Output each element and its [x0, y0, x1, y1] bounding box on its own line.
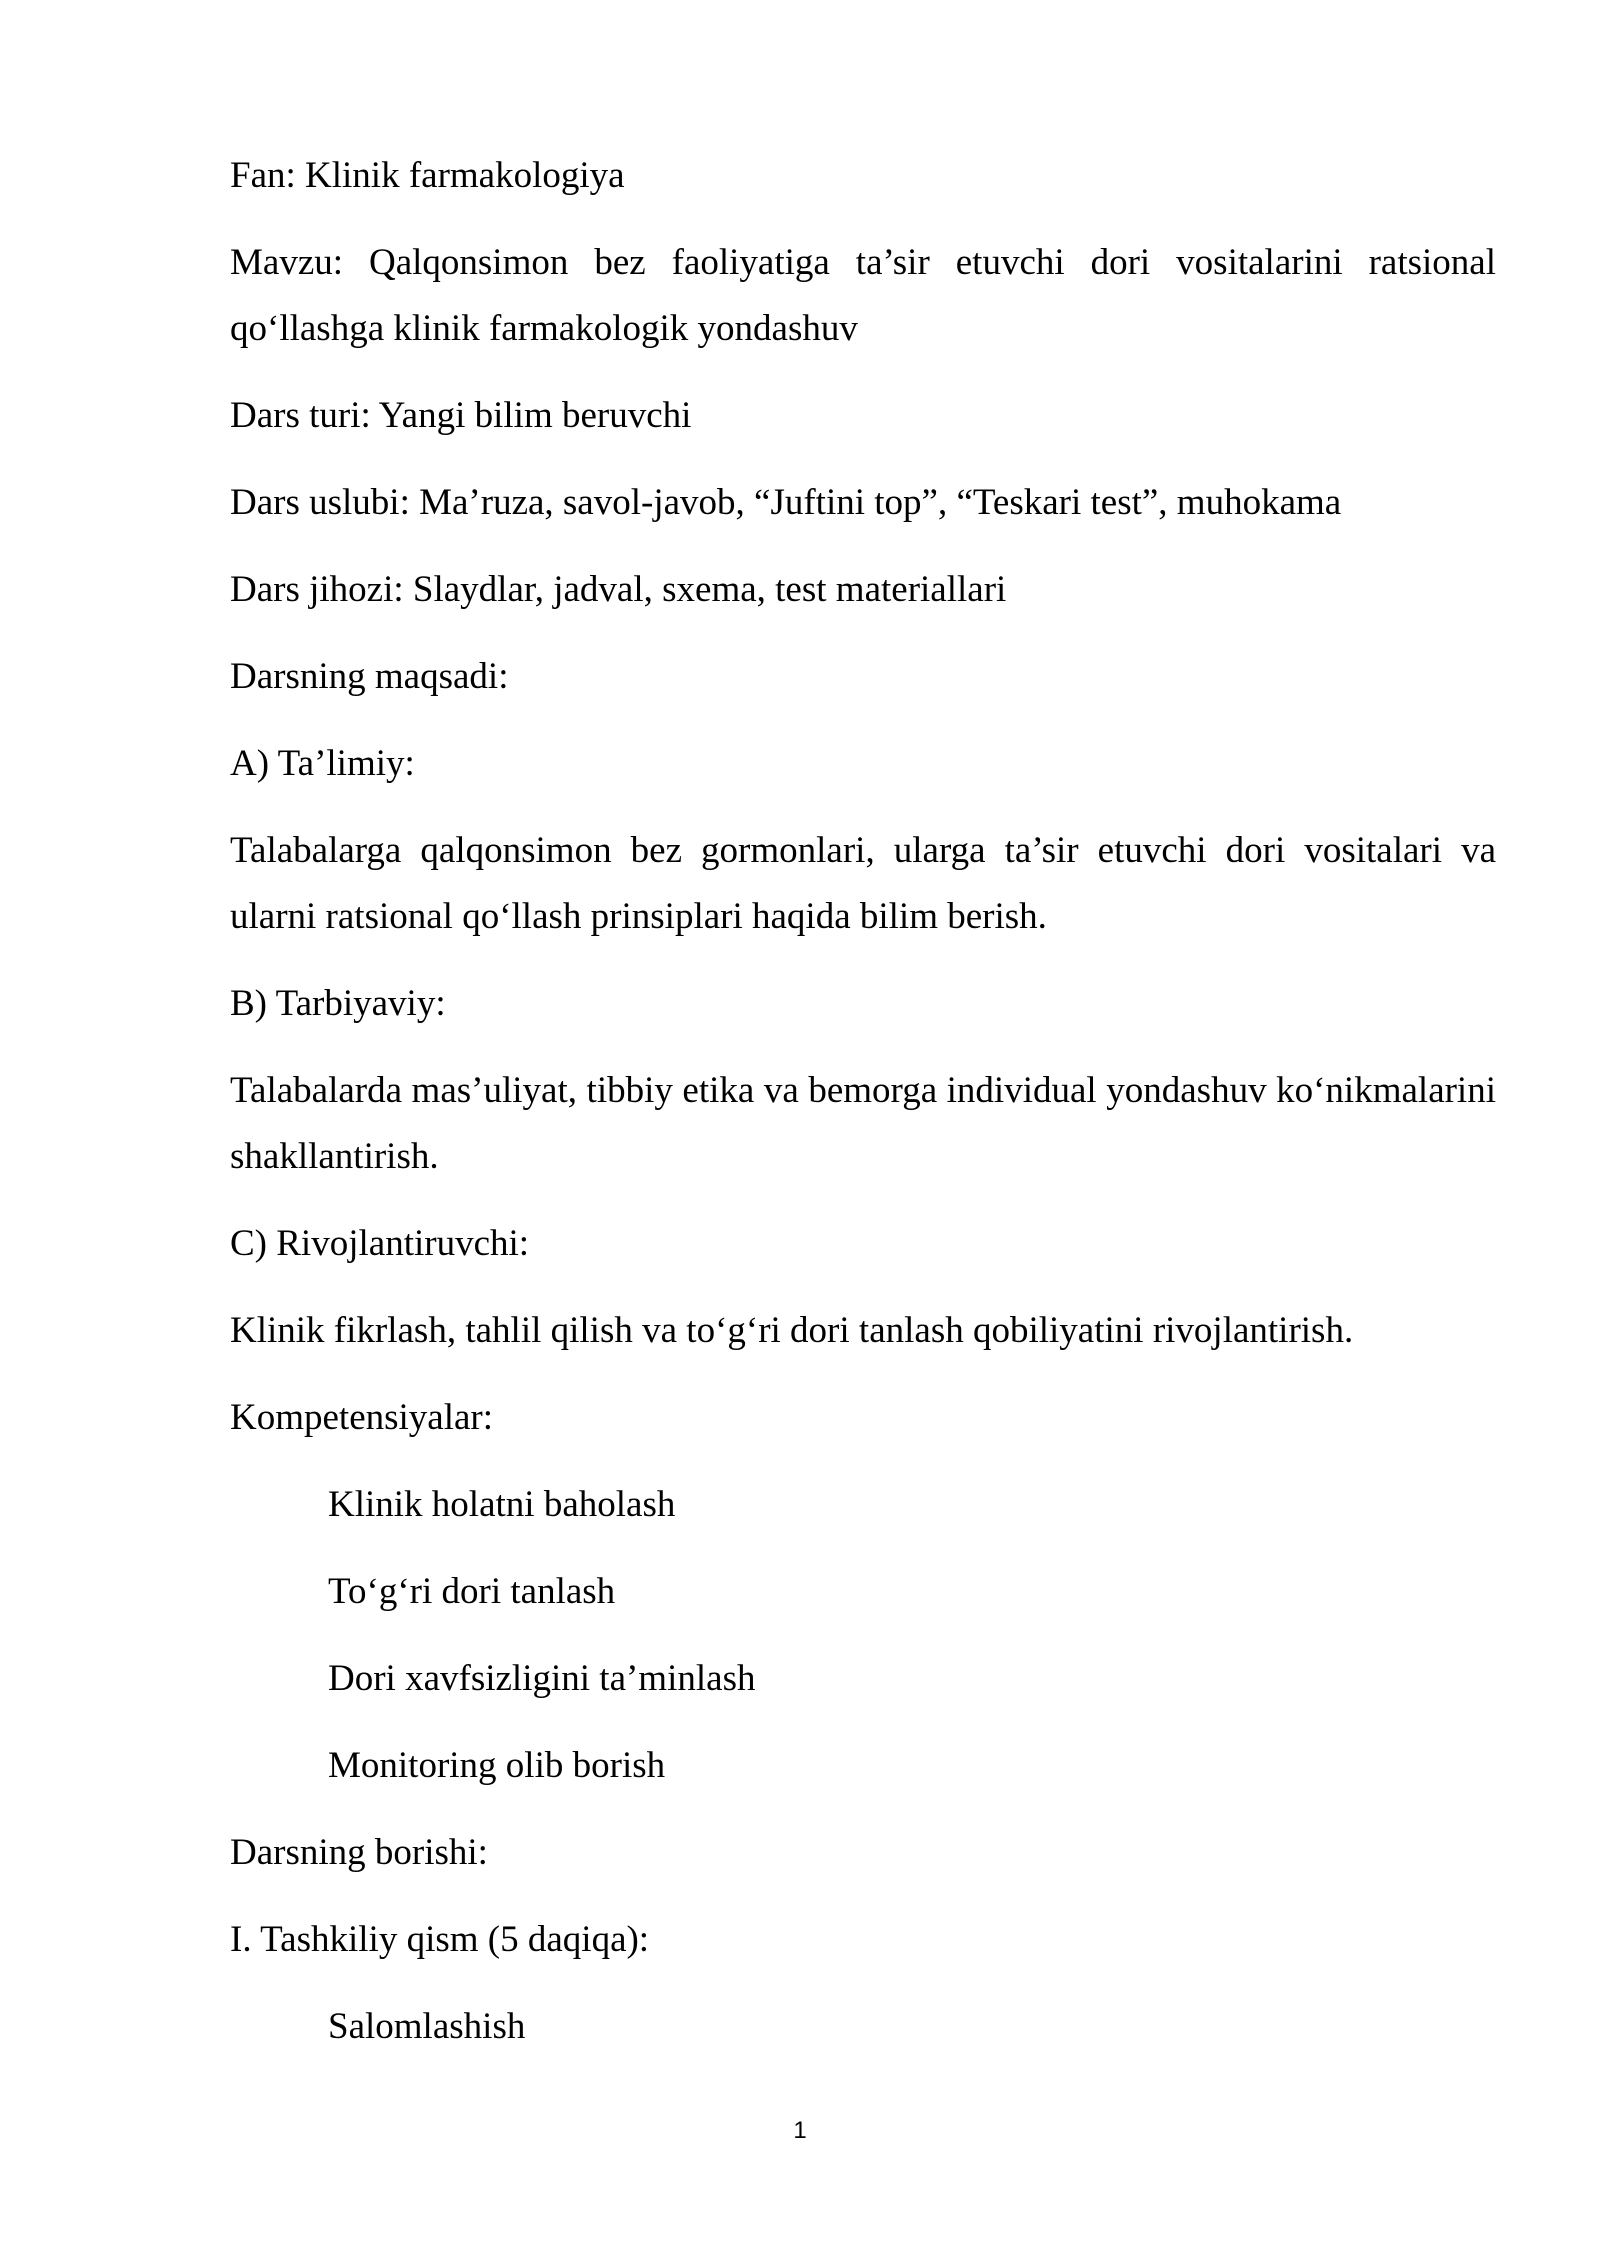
upbringing-goal-heading: B) Tarbiyaviy:	[230, 983, 446, 1024]
competency-item: Dori xavfsizligini ta’minlash	[328, 1658, 756, 1699]
upbringing-goal-text: Talabalarda mas’uliyat, tibbiy etika va bemorga individual yondashuv ko‘nikmalarini shakllantirish.	[230, 1070, 1496, 1177]
topic-paragraph: Mavzu: Qalqonsimon bez faoliyatiga ta’sir etuvchi dori vositalarini ratsional qo‘llashga klinik farmakologik yondashuv	[230, 242, 1496, 349]
competency-item: To‘g‘ri dori tanlash	[328, 1571, 616, 1612]
developmental-goal-text: Klinik fikrlash, tahlil qilish va to‘g‘ri dori tanlash qobiliyatini rivojlantirish.	[230, 1310, 1354, 1351]
competencies-heading: Kompetensiyalar:	[230, 1397, 494, 1438]
lesson-flow-heading: Darsning borishi:	[230, 1832, 488, 1873]
organizational-item: Salomlashish	[328, 2006, 526, 2047]
competency-item: Monitoring olib borish	[328, 1745, 666, 1786]
developmental-goal-heading: C) Rivojlantiruvchi:	[230, 1223, 530, 1264]
lesson-equipment-line: Dars jihozi: Slaydlar, jadval, sxema, test materiallari	[230, 569, 1007, 610]
page-number: 1	[793, 2117, 807, 2144]
educational-goal-heading: A) Ta’limiy:	[230, 743, 415, 784]
educational-goal-text: Talabalarga qalqonsimon bez gormonlari, ularga ta’sir etuvchi dori vositalari va ularni ratsional qo‘llash prinsiplari haqida bilim berish.	[230, 830, 1496, 937]
competency-item: Klinik holatni baholash	[328, 1484, 676, 1525]
lesson-type-line: Dars turi: Yangi bilim beruvchi	[230, 395, 692, 436]
lesson-method-line: Dars uslubi: Ma’ruza, savol-javob, “Juftini top”, “Teskari test”, muhokama	[230, 482, 1342, 523]
subject-line: Fan: Klinik farmakologiya	[230, 155, 625, 196]
organizational-part-heading: I. Tashkiliy qism (5 daqiqa):	[230, 1919, 650, 1960]
lesson-goal-heading: Darsning maqsadi:	[230, 656, 509, 697]
document-body	[230, 143, 1496, 2081]
